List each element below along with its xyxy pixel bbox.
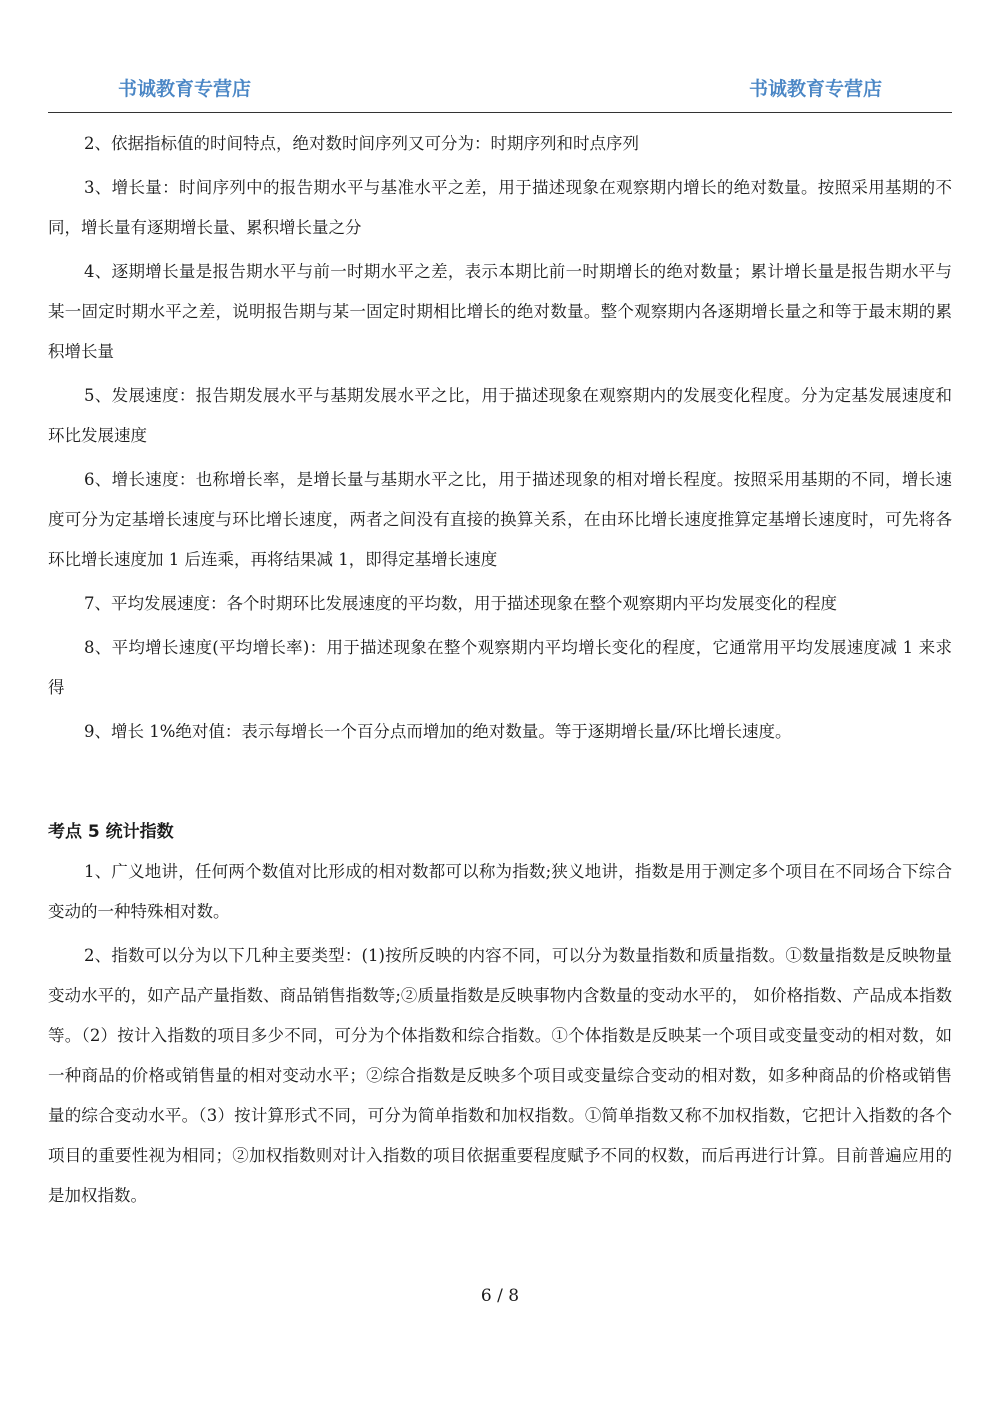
paragraph: 2、指数可以分为以下几种主要类型：(1)按所反映的内容不同，可以分为数量指数和质量指数。①数量指数是反映物量变动水平的，如产品产量指数、商品销售指数等;②质量指数是反映事物内含数量的变动水平的， 如价格指数、产品成本指数等。（2）按计入指数的项目多少不同，可分为个体指数和综合指数。①个体指数是反映某一个项目或变量变动的相对数，如一种商品的价格或销售量的相对变动水平；②综合指数是反映多个项目或变量综合变动的相对数，如多种商品的价格或销售量的综合变动水平。（3）按计算形式不同，可分为简单指数和加权指数。①简单指数又称不加权指数，它把计入指数的各个项目的重要性视为相同；②加权指数则对计入指数的项目依据重要程度赋予不同的权数，而后再进行计算。目前普遍应用的是加权指数。 xyxy=(48,946,952,1205)
header-divider xyxy=(48,112,952,113)
page-number: 6 / 8 xyxy=(480,1286,520,1306)
section-title: 考点 5 统计指数 xyxy=(48,822,174,842)
paragraph: 6、增长速度：也称增长率，是增长量与基期水平之比，用于描述现象的相对增长程度。按照采用基期的不同，增长速度可分为定基增长速度与环比增长速度，两者之间没有直接的换算关系，在由环比增长速度推算定基增长速度时，可先将各环比增长速度加 1 后连乘，再将结果减 1，即得定基增长速度 xyxy=(48,470,952,569)
page-header xyxy=(48,70,952,104)
page-body xyxy=(48,124,952,1220)
paragraph: 9、增长 1%绝对值：表示每增长一个百分点而增加的绝对数量。等于逐期增长量/环比增长速度。 xyxy=(84,722,792,741)
paragraph: 2、依据指标值的时间特点，绝对数时间序列又可分为：时期序列和时点序列 xyxy=(84,134,639,153)
paragraph: 8、平均增长速度(平均增长率)：用于描述现象在整个观察期内平均增长变化的程度，它通常用平均发展速度减 1 来求得 xyxy=(48,638,952,697)
header-right-title: 书诚教育专营店 xyxy=(748,77,882,100)
paragraph: 1、广义地讲，任何两个数值对比形成的相对数都可以称为指数;狭义地讲，指数是用于测定多个项目在不同场合下综合变动的一种特殊相对数。 xyxy=(48,862,952,921)
paragraph: 7、平均发展速度：各个时期环比发展速度的平均数，用于描述现象在整个观察期内平均发展变化的程度 xyxy=(84,594,837,613)
paragraph: 5、发展速度：报告期发展水平与基期发展水平之比，用于描述现象在观察期内的发展变化程度。分为定基发展速度和环比发展速度 xyxy=(48,386,952,445)
paragraph: 4、逐期增长量是报告期水平与前一时期水平之差，表示本期比前一时期增长的绝对数量；累计增长量是报告期水平与某一固定时期水平之差，说明报告期与某一固定时期相比增长的绝对数量。整个观察期内各逐期增长量之和等于最末期的累积增长量 xyxy=(48,262,952,361)
paragraph: 3、增长量：时间序列中的报告期水平与基准水平之差，用于描述现象在观察期内增长的绝对数量。按照采用基期的不同，增长量有逐期增长量、累积增长量之分 xyxy=(48,178,952,237)
section-spacer xyxy=(48,756,952,812)
header-left-title: 书诚教育专营店 xyxy=(118,77,252,100)
